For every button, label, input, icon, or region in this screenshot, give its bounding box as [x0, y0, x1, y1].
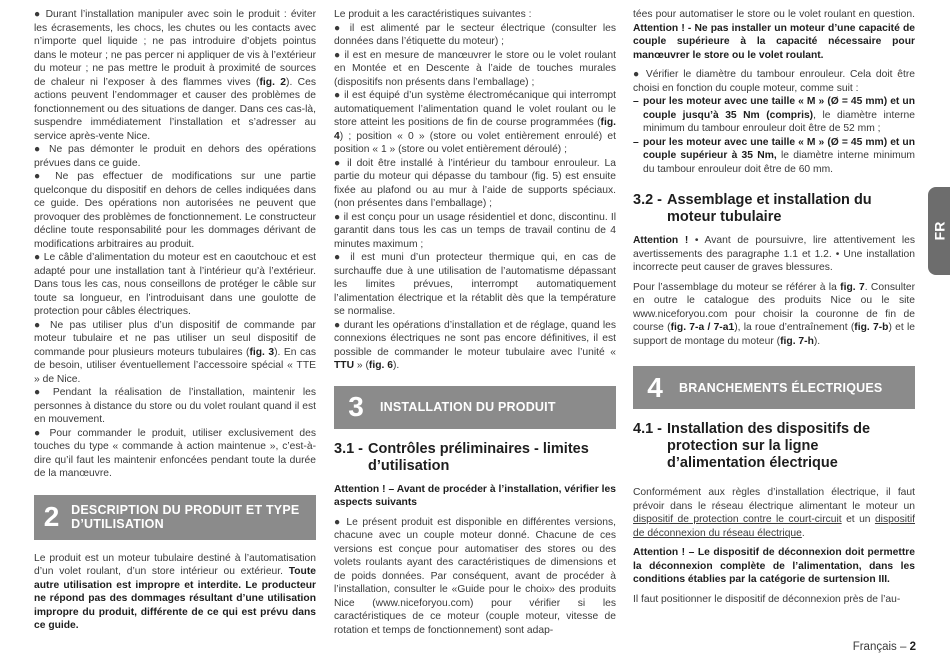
- paragraph: ● il est muni d’un protecteur thermique qui, en cas de surchauffe due à une utilisation de l’automatisme dépassant les limites prévues, interrompt automatiquement l’alimentation électrique et la rétablit dès que la température se normalise.: [334, 252, 616, 317]
- paragraph: Le produit est un moteur tubulaire destiné à l’automatisation d’un volet roulant, d’un store intérieur ou extérieur. Toute autre utilisation est impropre et interdite. Le producteur ne répond pas des dommages résultant d’une utilisation impropre du produit, différente de ce qui est prévu dans ce guide.: [34, 552, 316, 631]
- section-title: DESCRIPTION DU PRODUIT ET TYPE D’UTILISATION: [71, 503, 300, 531]
- heading-4-1: 4.1 - Installation des dispositifs de protection sur la ligne d’alimentation électrique: [633, 421, 871, 471]
- language-code: FR: [930, 221, 947, 241]
- section-number: 3: [348, 391, 364, 423]
- list-item: – pour les moteur avec une taille « M » (Ø = 45 mm) et un couple supérieur à 35 Nm, le diamètre interne minimum du tambour enrouleur doit être de 60 mm.: [633, 136, 916, 175]
- paragraph: ● Ne pas utiliser plus d’un dispositif de commande par moteur tubulaire et ne pas utiliser un seul dispositif de commande pour plusieurs moteurs tubulaires (fig. 3). En cas de besoin, utiliser éventuellement l’accessoire spécial « TTE » de Nice.: [34, 319, 316, 385]
- paragraph: Pour l’assemblage du moteur se référer à la fig. 7. Consulter en outre le catalogue des produits Nice ou le site www.niceforyou.com pour choisir la couronne de fin de course (fig. 7-a / 7-a1), la roue d’entraînement (fig. 7-b) et le support de montage du moteur (fig. 7-h).: [633, 281, 916, 347]
- language-tab: [928, 187, 950, 275]
- column-3: [633, 8, 915, 606]
- paragraph: ● Ne pas effectuer de modifications sur une partie quelconque du dispositif en dehors de celles indiquées dans ce guide. Des opérations non autorisées ne peuvent que provoquer des problèmes de fonctionnement. Le constructeur décline toute responsabilité pour les dommages dérivant de modifications arbitraires au produit.: [34, 171, 316, 250]
- paragraph: Conformément aux règles d’installation électrique, il faut prévoir dans le réseau électrique alimentant le moteur un dispositif de protection contre le court-circuit et un dispositif de déconnexion du réseau électrique.: [633, 487, 916, 539]
- paragraph: ● il est conçu pour un usage résidentiel et donc, discontinu. Il garantit dans tous les cas un temps de travail continu de 4 minutes maximum ;: [334, 211, 616, 250]
- section-2-header: [34, 495, 316, 540]
- paragraph: ● Vérifier le diamètre du tambour enrouleur. Cela doit être choisi en fonction du couple moteur, comme suit :: [633, 69, 915, 94]
- list-item: – pour les moteur avec une taille « M » (Ø = 45 mm) et un couple jusqu’à 35 Nm (compris), le diamètre interne minimum du tambour enrouleur doit être de 52 mm ;: [633, 96, 915, 134]
- paragraph: Le produit a les caractéristiques suivantes :: [334, 9, 532, 20]
- footer-language: Français –: [852, 641, 910, 653]
- section-3-header: [334, 386, 616, 429]
- paragraph: tées pour automatiser le store ou le volet roulant en question. Attention ! - Ne pas installer un moteur d’une capacité de couple supérieure à la capacité nécessaire pour manœuvrer le store ou le volet roulant.: [633, 9, 915, 61]
- section-4-header: [633, 366, 915, 409]
- paragraph: ● Pour commander le produit, utiliser exclusivement des touches du type « commande à action maintenue », c’est-à-dire qu’il faut les maintenir enfoncées pendant toute la durée de la manœuvre.: [34, 427, 316, 479]
- attention-note: Attention ! – Avant de procéder à l’installation, vérifier les aspects suivants: [334, 483, 616, 508]
- column-1: [34, 8, 316, 633]
- section-number: 4: [647, 371, 663, 403]
- paragraph: ● Durant l’installation manipuler avec soin le produit : éviter les écrasements, les chocs, les chutes ou les contacts avec n’importe quel liquide ; ne pas introduire d’objets pointus dans le moteur ; ne pas percer ni appliquer de vis à l’extérieur du moteur ; ne pas mettre le produit à proximité de sources de chaleur ni l’exposer à des flammes vives (fig. 2). Ces actions peuvent l’endommager et causer des problèmes de fonctionnement ou des situations de danger. Dans ces cas-là, suspendre immédiatement l’installation et s’adresser au service après-vente Nice.: [34, 9, 316, 142]
- paragraph: ● durant les opérations d’installation et de réglage, quand les connexions électriques ne sont pas encore définitives, il est possible de commander le moteur tubulaire avec l’unité « TTU » (fig. 6).: [334, 319, 616, 371]
- attention-note: Attention ! • Avant de poursuivre, lire attentivement les avertissements des paragraphe 1.1 et 1.2. • Une installation incorrecte peut causer de graves blessures.: [633, 235, 915, 273]
- paragraph: ● Pendant la réalisation de l’installation, maintenir les personnes à distance du store ou du volet roulant quand il est en mouvement.: [34, 387, 316, 425]
- paragraph: ● il est alimenté par le secteur électrique (consulter les données dans l’étiquette du moteur) ;: [334, 22, 616, 47]
- section-number: 2: [43, 501, 60, 533]
- heading-3-1: 3.1 - Contrôles préliminaires - limites d’utilisation: [334, 440, 589, 474]
- paragraph: ● Le câble d’alimentation du moteur est en caoutchouc et est adapté pour une installation tant à l’intérieur qu’à l’extérieur. Dans tous les cas, nous conseillons de protéger le câble sur toute sa longueur, en l’introduisant dans une goulotte de protection pour câbles électriques.: [34, 252, 316, 317]
- section-title: BRANCHEMENTS ÉLECTRIQUES: [679, 380, 883, 395]
- paragraph: ● Le présent produit est disponible en différentes versions, chacune avec un couple moteur donné. Chacune de ces versions est conçue pour automatiser des stores ou des volets roulants ayant des caractéristiques de dimensions et de poids données. Par conséquent, avant de procéder à l’installation, consulter le «Guide pour le choix» des produits Nice (www.niceforyou.com) pour vérifier si les caractéristiques de ce moteur (couple moteur, vitesse de rotation et temps de fonctionnement) sont adap-: [334, 516, 616, 636]
- paragraph: ● il est en mesure de manœuvrer le store ou le volet roulant en Montée et en Descente à l’aide de touches murales (dispositifs non présents dans l’emballage) ;: [334, 49, 616, 88]
- page-footer: [853, 641, 916, 653]
- paragraph: ● Ne pas démonter le produit en dehors des opérations prévues dans ce guide.: [34, 144, 316, 169]
- paragraph: Il faut positionner le dispositif de déconnexion près de l’au-: [633, 593, 901, 605]
- section-title: INSTALLATION DU PRODUIT: [380, 400, 556, 414]
- attention-note: Attention ! – Le dispositif de déconnexion doit permettre la déconnexion complète de l’alimentation, dans les conditions établies par la catégorie de surtension III.: [633, 547, 915, 585]
- paragraph: ● il est équipé d’un système électromécanique qui interrompt automatiquement l’alimentation quand le volet roulant ou le store atteint les positions de fin de course programmées (fig. 4) ; position « 0 » (store ou volet entièrement enroulé) et position « 1 » (store ou volet entièrement déroulé) ;: [334, 90, 616, 155]
- column-2: [334, 8, 616, 637]
- paragraph: ● il doit être installé à l’intérieur du tambour enrouleur. La partie du moteur qui dépasse du tambour (fig. 5) est ensuite fixée au plafond ou au mur à l’aide de supports spéciaux. (non présentes dans l’emballage) ;: [334, 157, 616, 209]
- page-number: 2: [909, 641, 916, 653]
- heading-3-2: 3.2 - Assemblage et installation du moteur tubulaire: [633, 192, 872, 225]
